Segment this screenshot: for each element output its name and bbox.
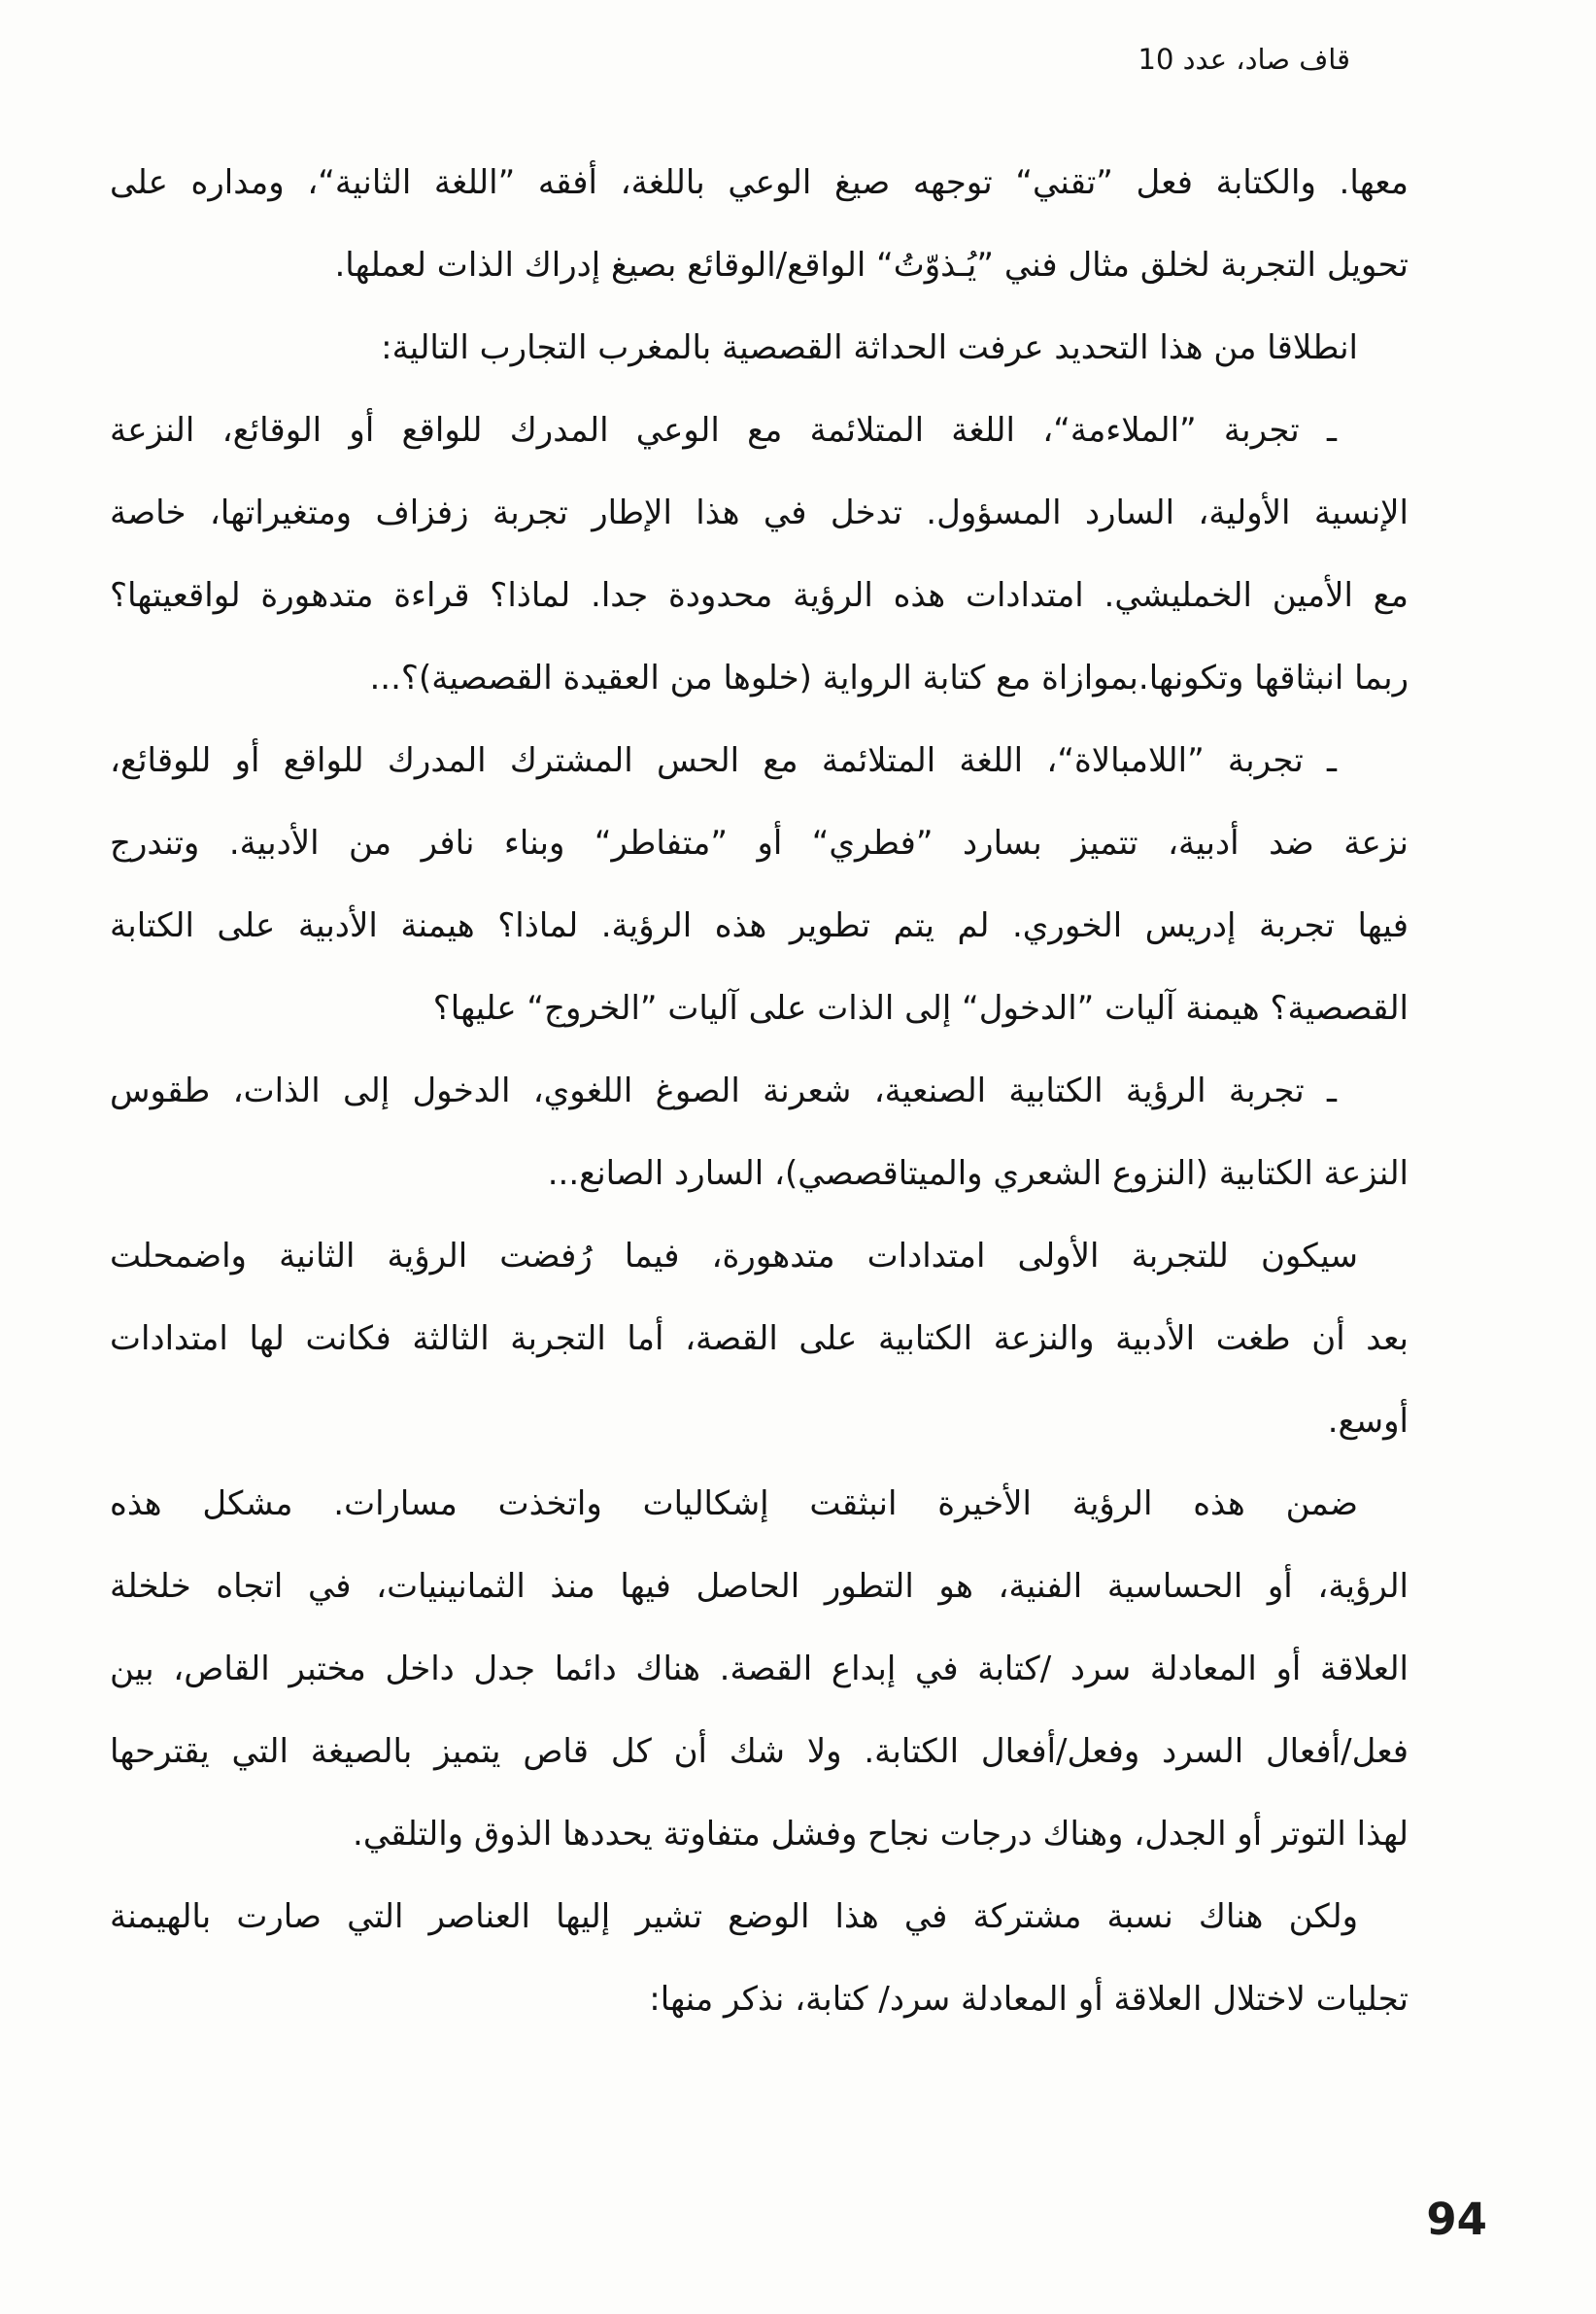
bullet-line: ـ تجربة ”اللامبالاة“، اللغة المتلائمة مع الحس المشترك المدرك للواقع أو للوقائع، [110,741,1337,780]
text-line: ربما انبثاقها وتكونها.بموازاة مع كتابة الرواية (خلوها من العقيدة القصصية)؟... [369,659,1409,698]
text-line: الرؤية، أو الحساسية الفنية، هو التطور الحاصل فيها منذ الثمانينيات، في اتجاه خلخلة [110,1567,1409,1606]
text-line: نزعة ضد أدبية، تتميز بسارد ”فطري“ أو ”متفاطر“ وبناء نافر من الأدبية. وتندرج [110,824,1409,863]
paragraph [110,142,1409,307]
text-line: الإنسية الأولية، السارد المسؤول. تدخل في هذا الإطار تجربة زفزاف ومتغيراتها، خاصة [110,493,1409,532]
text-line: أوسع. [1327,1402,1409,1441]
paragraph [110,1215,1409,1463]
bullet-line: ـ تجربة الرؤية الكتابية الصنعية، شعرنة الصوغ اللغوي، الدخول إلى الذات، طقوس [110,1072,1337,1110]
text-line: انطلاقا من هذا التحديد عرفت الحداثة القصصية بالمغرب التجارب التالية: [381,328,1358,367]
running-head: قاف صاد، عدد 10 [1138,43,1350,76]
text-line: العلاقة أو المعادلة سرد /كتابة في إبداع القصة. هناك دائما جدل داخل مختبر القاص، بين [110,1650,1409,1688]
paragraph [110,1876,1409,2041]
text-line: لهذا التوتر أو الجدل، وهناك درجات نجاح وفشل متفاوتة يحددها الذوق والتلقي. [353,1815,1409,1854]
text-line: بعد أن طغت الأدبية والنزعة الكتابية على القصة، أما التجربة الثالثة فكانت لها امتدادات [110,1319,1409,1358]
text-line: تحويل التجربة لخلق مثال فني ”يُـذوّتُ“ الواقع/الوقائع بصيغ إدراك الذات لعملها. [334,246,1409,285]
text-line: مع الأمين الخمليشي. امتدادات هذه الرؤية محدودة جدا. لماذا؟ قراءة متدهورة لواقعيتها؟ [110,576,1409,615]
text-line: النزعة الكتابية (النزوع الشعري والميتاقصصي)، السارد الصانع... [547,1154,1409,1193]
bullet-line: ـ تجربة ”الملاءمة“، اللغة المتلائمة مع الوعي المدرك للواقع أو الوقائع، النزعة [110,411,1337,450]
bullet-paragraph [110,720,1409,1050]
text-line: سيكون للتجربة الأولى امتدادات متدهورة، فيما رُفضت الرؤية الثانية واضمحلت [110,1237,1358,1276]
text-line: فيها تجربة إدريس الخوري. لم يتم تطوير هذه الرؤية. لماذا؟ هيمنة الأدبية على الكتابة [110,906,1409,945]
text-line: ولكن هناك نسبة مشتركة في هذا الوضع تشير إليها العناصر التي صارت بالهيمنة [110,1897,1358,1936]
text-line: ضمن هذه الرؤية الأخيرة انبثقت إشكاليات واتخذت مسارات. مشكل هذه [110,1484,1358,1523]
paragraph [110,307,1409,390]
page-number: 94 [1426,2194,1487,2245]
paragraph [110,1463,1409,1876]
text-line: تجليات لاختلال العلاقة أو المعادلة سرد/ كتابة، نذكر منها: [649,1980,1409,2019]
body-text [110,142,1409,2041]
bullet-paragraph [110,1050,1409,1215]
text-line: معها. والكتابة فعل ”تقني“ توجهه صيغ الوعي باللغة، أفقه ”اللغة الثانية“، ومداره على [110,163,1409,202]
text-line: فعل/أفعال السرد وفعل/أفعال الكتابة. ولا شك أن كل قاص يتميز بالصيغة التي يقترحها [110,1732,1409,1771]
text-line: القصصية؟ هيمنة آليات ”الدخول“ إلى الذات على آليات ”الخروج“ عليها؟ [432,989,1409,1028]
bullet-paragraph [110,390,1409,720]
